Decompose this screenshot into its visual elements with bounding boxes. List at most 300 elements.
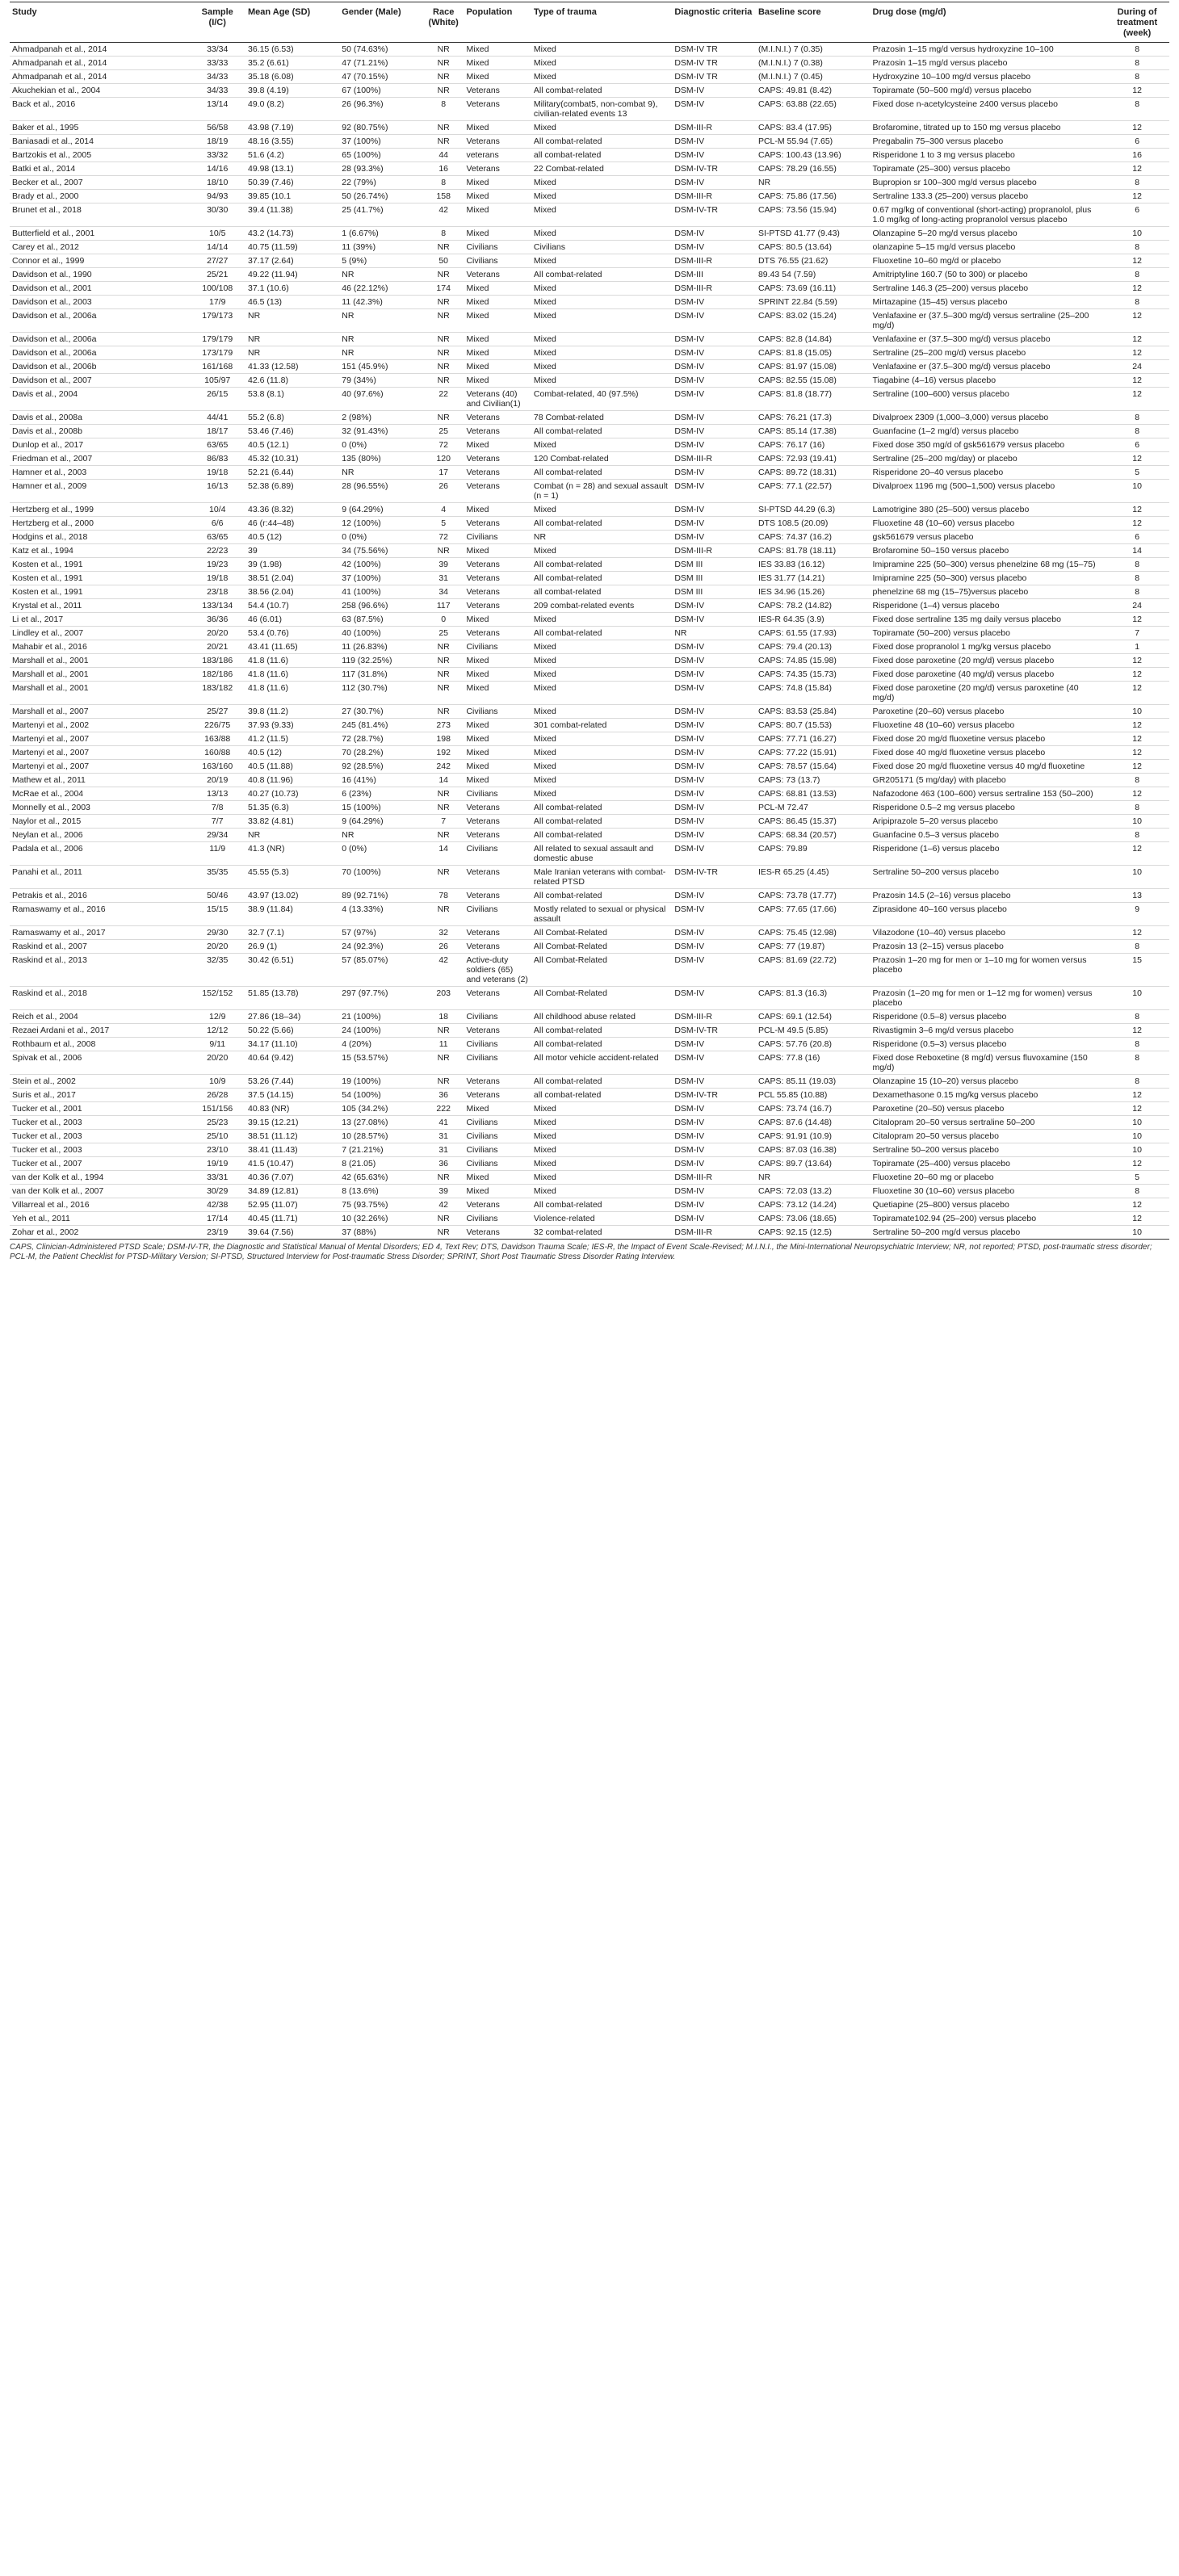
table-cell: CAPS: 83.53 (25.84)	[756, 705, 871, 719]
table-cell: Brofaromine, titrated up to 150 mg versus placebo	[871, 121, 1106, 135]
table-cell: Veterans	[464, 1198, 531, 1212]
table-cell: CAPS: 74.85 (15.98)	[756, 654, 871, 668]
table-cell: 27.86 (18–34)	[245, 1010, 339, 1024]
table-cell: Davidson et al., 1990	[10, 268, 189, 282]
table-cell: Mixed	[531, 732, 672, 746]
table-cell: DSM-IV	[672, 940, 756, 954]
table-cell: 8	[1105, 801, 1169, 815]
table-cell: DSM-IV	[672, 1102, 756, 1116]
table-cell: NR	[423, 135, 464, 149]
table-cell: Divalproex 1196 mg (500–1,500) versus placebo	[871, 480, 1106, 503]
table-cell: 1 (6.67%)	[339, 227, 423, 241]
table-cell: 32/35	[189, 954, 245, 987]
table-row	[10, 558, 1169, 572]
table-cell: 31	[423, 572, 464, 585]
table-cell: Pregabalin 75–300 versus placebo	[871, 135, 1106, 149]
table-cell: 105/97	[189, 374, 245, 388]
table-cell: 9/11	[189, 1038, 245, 1051]
table-cell: Mixed	[531, 613, 672, 627]
table-cell: Fluoxetine 48 (10–60) versus placebo	[871, 719, 1106, 732]
table-cell: 192	[423, 746, 464, 760]
table-cell: 120	[423, 452, 464, 466]
table-cell: 0 (0%)	[339, 438, 423, 452]
table-cell: Ramaswamy et al., 2017	[10, 926, 189, 940]
column-header: Type of trauma	[531, 2, 672, 43]
table-cell: 0.67 mg/kg of conventional (short-acting) propranolol, plus 1.0 mg/kg of long-acting propranolol versus placebo	[871, 203, 1106, 227]
table-cell: 46 (22.12%)	[339, 282, 423, 296]
table-cell: Mixed	[531, 1116, 672, 1130]
table-row	[10, 503, 1169, 517]
table-cell: Raskind et al., 2018	[10, 987, 189, 1010]
table-cell: 16/13	[189, 480, 245, 503]
table-cell: 22 (79%)	[339, 176, 423, 190]
table-cell: 46 (r:44–48)	[245, 517, 339, 531]
table-row	[10, 388, 1169, 411]
table-cell: 65 (100%)	[339, 149, 423, 162]
table-cell: Mixed	[531, 57, 672, 70]
table-cell: 43.2 (14.73)	[245, 227, 339, 241]
table-cell: NR	[423, 268, 464, 282]
table-cell: Mixed	[531, 787, 672, 801]
table-cell: 12	[1105, 746, 1169, 760]
table-cell: Veterans	[464, 599, 531, 613]
table-cell: 12	[1105, 682, 1169, 705]
table-cell: 52.95 (11.07)	[245, 1198, 339, 1212]
table-cell: NR	[423, 70, 464, 84]
table-cell: Hertzberg et al., 1999	[10, 503, 189, 517]
table-cell: 31	[423, 1143, 464, 1157]
table-cell: Mixed	[464, 760, 531, 774]
table-cell: Veterans (40) and Civilian(1)	[464, 388, 531, 411]
table-cell: 51.85 (13.78)	[245, 987, 339, 1010]
table-cell: Mixed	[464, 360, 531, 374]
table-cell: DSM-IV	[672, 774, 756, 787]
table-row	[10, 517, 1169, 531]
table-cell: 50 (26.74%)	[339, 190, 423, 203]
table-cell: Prazosin 1–15 mg/d versus hydroxyzine 10–100	[871, 43, 1106, 57]
table-cell: Raskind et al., 2007	[10, 940, 189, 954]
table-cell: 31	[423, 1130, 464, 1143]
table-cell: NR	[245, 829, 339, 842]
table-cell: NR	[423, 787, 464, 801]
table-cell: NR	[339, 466, 423, 480]
table-cell: 35.2 (6.61)	[245, 57, 339, 70]
table-cell: 12	[1105, 309, 1169, 333]
table-cell: 32.7 (7.1)	[245, 926, 339, 940]
table-cell: 12	[1105, 1212, 1169, 1226]
table-cell: Mixed	[464, 190, 531, 203]
table-cell: 12	[1105, 654, 1169, 668]
table-cell: All combat-related	[531, 1024, 672, 1038]
table-cell: 12	[1105, 1089, 1169, 1102]
table-cell: Mixed	[531, 360, 672, 374]
table-cell: All combat-related	[531, 627, 672, 640]
table-cell: DSM-IV	[672, 1185, 756, 1198]
table-cell: GR205171 (5 mg/day) with placebo	[871, 774, 1106, 787]
table-cell: 27/27	[189, 254, 245, 268]
table-cell: Civilians	[464, 531, 531, 544]
table-cell: Bupropion sr 100–300 mg/d versus placebo	[871, 176, 1106, 190]
table-cell: CAPS: 74.35 (15.73)	[756, 668, 871, 682]
table-cell: SI-PTSD 44.29 (6.3)	[756, 503, 871, 517]
table-cell: 7/8	[189, 801, 245, 815]
table-row	[10, 903, 1169, 926]
table-cell: 40.75 (11.59)	[245, 241, 339, 254]
table-cell: 92 (28.5%)	[339, 760, 423, 774]
table-cell: 25/21	[189, 268, 245, 282]
table-cell: DSM-IV	[672, 682, 756, 705]
table-cell: 173/179	[189, 346, 245, 360]
table-cell: 92 (80.75%)	[339, 121, 423, 135]
table-cell: 41 (100%)	[339, 585, 423, 599]
table-row	[10, 1010, 1169, 1024]
table-cell: Hamner et al., 2003	[10, 466, 189, 480]
table-cell: Panahi et al., 2011	[10, 866, 189, 889]
table-cell: 6	[1105, 135, 1169, 149]
table-cell: Rothbaum et al., 2008	[10, 1038, 189, 1051]
table-cell: 12	[1105, 503, 1169, 517]
table-cell: NR	[423, 903, 464, 926]
table-cell: Reich et al., 2004	[10, 1010, 189, 1024]
table-cell: 179/179	[189, 333, 245, 346]
table-cell: 40 (100%)	[339, 627, 423, 640]
table-row	[10, 452, 1169, 466]
table-cell: 8	[1105, 43, 1169, 57]
table-cell: 29/30	[189, 926, 245, 940]
table-cell: 301 combat-related	[531, 719, 672, 732]
table-cell: 40.5 (12)	[245, 531, 339, 544]
table-cell: Risperidone 1 to 3 mg versus placebo	[871, 149, 1106, 162]
table-cell: Nafazodone 463 (100–600) versus sertraline 153 (50–200)	[871, 787, 1106, 801]
table-row	[10, 1038, 1169, 1051]
table-cell: 8	[423, 98, 464, 121]
table-cell: 26	[423, 480, 464, 503]
table-cell: 53.8 (8.1)	[245, 388, 339, 411]
table-cell: 37.1 (10.6)	[245, 282, 339, 296]
table-cell: 8	[1105, 98, 1169, 121]
table-cell: 17/9	[189, 296, 245, 309]
table-cell: 25/27	[189, 705, 245, 719]
table-cell: Tucker et al., 2003	[10, 1143, 189, 1157]
table-cell: CAPS: 80.7 (15.53)	[756, 719, 871, 732]
table-cell: 18/17	[189, 425, 245, 438]
table-cell: 53.4 (0.76)	[245, 627, 339, 640]
table-cell: 10	[1105, 705, 1169, 719]
table-cell: 33.82 (4.81)	[245, 815, 339, 829]
table-cell: Imipramine 225 (50–300) versus phenelzine 68 mg (15–75)	[871, 558, 1106, 572]
table-cell: Ramaswamy et al., 2016	[10, 903, 189, 926]
table-cell: Mixed	[464, 203, 531, 227]
table-cell: DSM-IV-TR	[672, 1024, 756, 1038]
table-cell: Civilians	[464, 241, 531, 254]
table-cell: Mixed	[531, 333, 672, 346]
table-cell: 24	[1105, 360, 1169, 374]
table-cell: 13/13	[189, 787, 245, 801]
table-cell: Mixed	[464, 732, 531, 746]
table-cell: Paroxetine (20–50) versus placebo	[871, 1102, 1106, 1116]
table-cell: 22 Combat-related	[531, 162, 672, 176]
table-cell: 56/58	[189, 121, 245, 135]
table-cell: Back et al., 2016	[10, 98, 189, 121]
table-cell: 8	[1105, 1010, 1169, 1024]
table-cell: 50.22 (5.66)	[245, 1024, 339, 1038]
table-cell: phenelzine 68 mg (15–75)versus placebo	[871, 585, 1106, 599]
table-cell: 19/23	[189, 558, 245, 572]
table-cell: 23/19	[189, 1226, 245, 1240]
table-row	[10, 760, 1169, 774]
table-cell: Sertraline (25–200 mg/d) versus placebo	[871, 346, 1106, 360]
table-cell: Mixed	[464, 176, 531, 190]
table-row	[10, 1185, 1169, 1198]
table-cell: 245 (81.4%)	[339, 719, 423, 732]
table-cell: DSM-IV	[672, 903, 756, 926]
table-cell: DSM-IV	[672, 1198, 756, 1212]
table-cell: DSM III	[672, 558, 756, 572]
table-cell: Topiramate (50–500 mg/d) versus placebo	[871, 84, 1106, 98]
table-cell: 28 (96.55%)	[339, 480, 423, 503]
table-cell: 12 (100%)	[339, 517, 423, 531]
table-footnote: CAPS, Clinician-Administered PTSD Scale; DSM-IV-TR, the Diagnostic and Statistical Manual of Mental Disorders; ED 4, Text Rev; DTS, Davidson Trauma Scale; IES-R, the Impact of Event Scale-Revised; M.I.N.I., the Mini-International Neuropsychiatric Interview; NR, not reported; PTSD, post-traumatic stress disorder; PCL-M, the Patient Checklist for PTSD-Military Version; SI-PTSD, Structured Interview for Post-traumatic Stress Disorder; SPRINT, Short Post Traumatic Stress Disorder Rating Interview.	[10, 1243, 1152, 1261]
table-cell: 26	[423, 940, 464, 954]
table-cell: 25	[423, 425, 464, 438]
table-cell: Mixed	[531, 774, 672, 787]
table-cell: 8 (21.05)	[339, 1157, 423, 1171]
table-cell: Veterans	[464, 572, 531, 585]
table-cell: DSM-IV	[672, 296, 756, 309]
table-cell: Mahabir et al., 2016	[10, 640, 189, 654]
table-cell: Marshall et al., 2007	[10, 705, 189, 719]
table-cell: DSM-IV	[672, 801, 756, 815]
table-body	[10, 43, 1169, 1240]
table-cell: 52.21 (6.44)	[245, 466, 339, 480]
table-cell: Padala et al., 2006	[10, 842, 189, 866]
table-cell: All combat-related	[531, 572, 672, 585]
table-cell: CAPS: 80.5 (13.64)	[756, 241, 871, 254]
table-cell: Veterans	[464, 829, 531, 842]
table-cell: Risperidone (0.5–8) versus placebo	[871, 1010, 1106, 1024]
table-cell: 39.8 (4.19)	[245, 84, 339, 98]
table-cell: 47 (71.21%)	[339, 57, 423, 70]
table-cell: 8	[1105, 425, 1169, 438]
table-cell: 5	[1105, 1171, 1169, 1185]
table-cell: NR	[423, 866, 464, 889]
table-cell: Sertraline 50–200 versus placebo	[871, 1143, 1106, 1157]
table-cell: Martenyi et al., 2007	[10, 732, 189, 746]
table-cell: Active-duty soldiers (65) and veterans (2)	[464, 954, 531, 987]
table-cell: Fluoxetine 48 (10–60) versus placebo	[871, 517, 1106, 531]
table-cell: 12	[1105, 517, 1169, 531]
table-cell: 6/6	[189, 517, 245, 531]
table-cell: Tucker et al., 2003	[10, 1130, 189, 1143]
table-cell: Veterans	[464, 558, 531, 572]
table-cell: 36/36	[189, 613, 245, 627]
table-cell: Mixed	[531, 70, 672, 84]
table-cell: DSM-III-R	[672, 121, 756, 135]
table-cell: CAPS: 77.8 (16)	[756, 1051, 871, 1075]
table-cell: 34.17 (11.10)	[245, 1038, 339, 1051]
table-cell: Mixed	[531, 374, 672, 388]
table-cell: Mixed	[531, 746, 672, 760]
table-cell: 40.8 (11.96)	[245, 774, 339, 787]
table-cell: Mixed	[464, 668, 531, 682]
table-cell: 37 (100%)	[339, 572, 423, 585]
table-cell: Marshall et al., 2001	[10, 668, 189, 682]
table-row	[10, 1143, 1169, 1157]
table-cell: CAPS: 81.69 (22.72)	[756, 954, 871, 987]
table-row	[10, 333, 1169, 346]
table-cell: 119 (32.25%)	[339, 654, 423, 668]
table-cell: Venlafaxine er (37.5–300 mg/d) versus placebo	[871, 333, 1106, 346]
table-cell: 78	[423, 889, 464, 903]
table-cell: 5	[1105, 466, 1169, 480]
table-cell: Mixed	[531, 682, 672, 705]
table-cell: All combat-related	[531, 1075, 672, 1089]
table-cell: Sertraline (25–200 mg/day) or placebo	[871, 452, 1106, 466]
table-cell: 13/14	[189, 98, 245, 121]
table-cell: All childhood abuse related	[531, 1010, 672, 1024]
table-cell: 41.5 (10.47)	[245, 1157, 339, 1171]
table-cell: 39.4 (11.38)	[245, 203, 339, 227]
table-cell: All motor vehicle accident-related	[531, 1051, 672, 1075]
table-cell: DSM-IV	[672, 760, 756, 774]
table-cell: Combat (n = 28) and sexual assault (n = 1)	[531, 480, 672, 503]
table-cell: DSM-IV	[672, 1212, 756, 1226]
table-cell: Mixed	[464, 309, 531, 333]
table-cell: 183/182	[189, 682, 245, 705]
table-cell: 4	[423, 503, 464, 517]
table-cell: Olanzapine 15 (10–20) versus placebo	[871, 1075, 1106, 1089]
table-cell: CAPS: 89.72 (18.31)	[756, 466, 871, 480]
table-cell: CAPS: 63.88 (22.65)	[756, 98, 871, 121]
table-cell: IES 33.83 (16.12)	[756, 558, 871, 572]
table-cell: 49.98 (13.1)	[245, 162, 339, 176]
table-cell: 9 (64.29%)	[339, 815, 423, 829]
table-cell: Fixed dose Reboxetine (8 mg/d) versus fluvoxamine (150 mg/d)	[871, 1051, 1106, 1075]
table-cell: CAPS: 73.69 (16.11)	[756, 282, 871, 296]
table-cell: DSM-IV	[672, 346, 756, 360]
table-cell: 14/14	[189, 241, 245, 254]
table-cell: 8	[1105, 940, 1169, 954]
table-cell: 42/38	[189, 1198, 245, 1212]
table-cell: DSM-IV-TR	[672, 866, 756, 889]
table-cell: 41.8 (11.6)	[245, 682, 339, 705]
table-cell: 297 (97.7%)	[339, 987, 423, 1010]
table-row	[10, 627, 1169, 640]
table-cell: Li et al., 2017	[10, 613, 189, 627]
table-cell: 94/93	[189, 190, 245, 203]
table-cell: Fluoxetine 20–60 mg or placebo	[871, 1171, 1106, 1185]
table-cell: 40.5 (12)	[245, 746, 339, 760]
table-cell: Sertraline 133.3 (25–200) versus placebo	[871, 190, 1106, 203]
table-cell: NR	[423, 84, 464, 98]
table-cell: 32 combat-related	[531, 1226, 672, 1240]
table-cell: Mixed	[531, 760, 672, 774]
table-cell: Topiramate (25–300) versus placebo	[871, 162, 1106, 176]
table-cell: 43.41 (11.65)	[245, 640, 339, 654]
table-cell: All combat-related	[531, 517, 672, 531]
table-cell: NR	[672, 627, 756, 640]
table-cell: 57 (97%)	[339, 926, 423, 940]
table-cell: 42	[423, 1198, 464, 1212]
table-cell: Mixed	[531, 1185, 672, 1198]
table-cell: Mixed	[531, 654, 672, 668]
table-row	[10, 801, 1169, 815]
table-cell: 8 (13.6%)	[339, 1185, 423, 1198]
table-cell: Veterans	[464, 627, 531, 640]
table-cell: Veterans	[464, 135, 531, 149]
table-cell: 10	[1105, 1226, 1169, 1240]
table-row	[10, 572, 1169, 585]
table-cell: CAPS: 57.76 (20.8)	[756, 1038, 871, 1051]
table-cell: (M.I.N.I.) 7 (0.38)	[756, 57, 871, 70]
table-cell: All combat-related	[531, 558, 672, 572]
table-cell: 12	[1105, 926, 1169, 940]
table-cell: 10	[1105, 480, 1169, 503]
table-cell: CAPS: 77.1 (22.57)	[756, 480, 871, 503]
table-cell: CAPS: 77.22 (15.91)	[756, 746, 871, 760]
table-cell: 43.97 (13.02)	[245, 889, 339, 903]
table-cell: DSM-III-R	[672, 254, 756, 268]
table-cell: 6	[1105, 203, 1169, 227]
table-cell: Mixed	[464, 333, 531, 346]
table-cell: CAPS: 77.71 (16.27)	[756, 732, 871, 746]
table-cell: PCL-M 72.47	[756, 801, 871, 815]
table-cell: olanzapine 5–15 mg/d versus placebo	[871, 241, 1106, 254]
table-cell: Mixed	[531, 1171, 672, 1185]
table-cell: CAPS: 82.55 (15.08)	[756, 374, 871, 388]
table-cell: 37.17 (2.64)	[245, 254, 339, 268]
table-cell: 198	[423, 732, 464, 746]
table-cell: Mixed	[464, 438, 531, 452]
table-row	[10, 309, 1169, 333]
table-cell: All combat-related	[531, 268, 672, 282]
table-cell: NR	[423, 668, 464, 682]
table-cell: Mixed	[464, 746, 531, 760]
table-cell: 33/34	[189, 43, 245, 57]
table-cell: 10 (28.57%)	[339, 1130, 423, 1143]
table-cell: 8	[1105, 774, 1169, 787]
document-page	[10, 0, 1169, 1262]
table-cell: DSM-IV	[672, 135, 756, 149]
table-cell: 10/5	[189, 227, 245, 241]
table-cell: CAPS: 73.78 (17.77)	[756, 889, 871, 903]
table-cell: DSM-IV	[672, 705, 756, 719]
table-row	[10, 926, 1169, 940]
table-row	[10, 70, 1169, 84]
table-cell: 33/31	[189, 1171, 245, 1185]
table-cell: 11	[423, 1038, 464, 1051]
table-cell: Prazosin 1–20 mg for men or 1–10 mg for women versus placebo	[871, 954, 1106, 987]
table-cell: Olanzapine 5–20 mg/d versus placebo	[871, 227, 1106, 241]
table-cell: Davidson et al., 2001	[10, 282, 189, 296]
table-cell: CAPS: 79.89	[756, 842, 871, 866]
table-cell: 63/65	[189, 531, 245, 544]
table-cell: 75 (93.75%)	[339, 1198, 423, 1212]
table-cell: Topiramate (50–200) versus placebo	[871, 627, 1106, 640]
table-cell: Citalopram 20–50 versus sertraline 50–200	[871, 1116, 1106, 1130]
table-cell: Combat-related, 40 (97.5%)	[531, 388, 672, 411]
table-cell: Hamner et al., 2009	[10, 480, 189, 503]
table-cell: 7	[423, 815, 464, 829]
table-cell: 19/19	[189, 1157, 245, 1171]
table-cell: Mirtazapine (15–45) versus placebo	[871, 296, 1106, 309]
table-cell: 10/4	[189, 503, 245, 517]
table-cell: 63 (87.5%)	[339, 613, 423, 627]
table-cell: 18/10	[189, 176, 245, 190]
table-cell: Prazosin (1–20 mg for men or 1–12 mg for women) versus placebo	[871, 987, 1106, 1010]
table-cell: Spivak et al., 2006	[10, 1051, 189, 1075]
table-cell: 8	[1105, 1075, 1169, 1089]
